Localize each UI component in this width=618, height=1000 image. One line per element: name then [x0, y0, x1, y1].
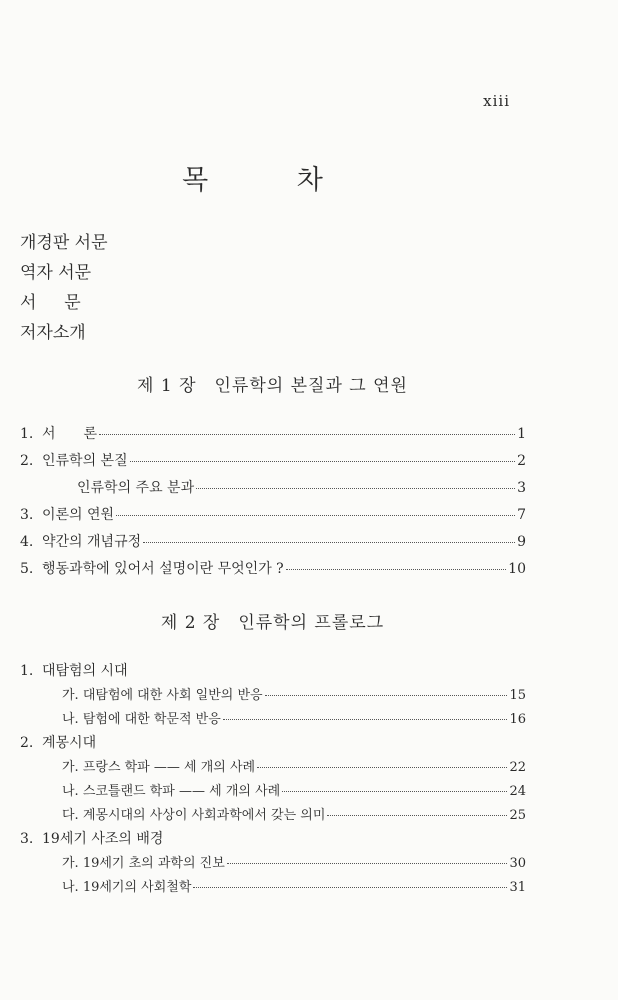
dot-leader [143, 541, 515, 543]
subentry-label: 가. 19세기 초의 과학의 진보 [62, 856, 225, 871]
toc-subentry [20, 684, 526, 708]
subentry-page: 24 [509, 784, 526, 799]
dot-leader [196, 487, 515, 489]
entry-page: 10 [508, 561, 526, 577]
entry-label: 인류학의 본질 [42, 453, 128, 469]
dot-leader [227, 862, 508, 864]
dot-leader [116, 514, 515, 516]
toc-entry [20, 450, 526, 477]
entry-label: 인류학의 주요 분과 [77, 480, 195, 496]
toc-section [20, 828, 526, 852]
section-label: 19세기 사조의 배경 [42, 831, 164, 847]
toc-section [20, 732, 526, 756]
page-number: xiii [483, 92, 510, 110]
chapter-2-entries [20, 660, 526, 900]
subentry-label: 나. 스코틀랜드 학파 —— 세 개의 사례 [62, 784, 281, 799]
dot-leader [327, 814, 507, 816]
section-label: 계몽시대 [42, 735, 97, 751]
front-matter [20, 228, 108, 348]
dot-leader [286, 568, 506, 570]
dot-leader [223, 718, 508, 720]
toc-entry [20, 477, 526, 504]
section-number: 1. [20, 663, 34, 679]
dot-leader [265, 694, 508, 696]
front-matter-item: 서 문 [20, 293, 81, 313]
dot-leader [130, 460, 515, 462]
subentry-page: 15 [509, 688, 526, 703]
entry-page: 2 [517, 453, 526, 469]
subentry-label: 나. 19세기의 사회철학 [62, 880, 192, 895]
subentry-label: 가. 프랑스 학파 —— 세 개의 사례 [62, 760, 256, 775]
toc-subentry [20, 756, 526, 780]
dot-leader [282, 790, 507, 792]
entry-label: 행동과학에 있어서 설명이란 무엇인가 ? [42, 561, 284, 577]
subentry-page: 31 [509, 880, 526, 895]
entry-label: 약간의 개념규정 [42, 534, 142, 550]
entry-page: 1 [517, 426, 526, 442]
chapter-2-heading: 제 2 장 인류학의 프롤로그 [160, 613, 385, 633]
dot-leader [99, 433, 515, 435]
section-number: 2. [20, 735, 34, 751]
entry-number: 5. [20, 561, 34, 577]
entry-label: 이론의 연원 [42, 507, 115, 523]
entry-page: 9 [517, 534, 526, 550]
subentry-page: 16 [509, 712, 526, 727]
section-label: 대탐험의 시대 [42, 663, 128, 679]
chapter-1-entries [20, 423, 526, 585]
entry-number: 1. [20, 426, 34, 442]
subentry-label: 나. 탐험에 대한 학문적 반응 [62, 712, 221, 727]
toc-section [20, 660, 526, 684]
toc-entry [20, 504, 526, 531]
toc-entry [20, 531, 526, 558]
section-number: 3. [20, 831, 34, 847]
subentry-page: 30 [509, 856, 526, 871]
subentry-page: 25 [509, 808, 526, 823]
toc-subentry [20, 780, 526, 804]
dot-leader [257, 766, 507, 768]
front-matter-item: 역자 서문 [20, 263, 92, 283]
entry-number: 2. [20, 453, 34, 469]
entry-number: 3. [20, 507, 34, 523]
chapter-1-heading: 제 1 장 인류학의 본질과 그 연원 [137, 376, 408, 396]
front-matter-item: 저자소개 [20, 323, 86, 343]
subentry-label: 가. 대탐험에 대한 사회 일반의 반응 [62, 688, 263, 703]
entry-label: 서 론 [42, 426, 98, 442]
subentry-label: 다. 계몽시대의 사상이 사회과학에서 갖는 의미 [62, 808, 326, 823]
toc-subentry [20, 804, 526, 828]
toc-entry [20, 558, 526, 585]
entry-page: 7 [517, 507, 526, 523]
entry-page: 3 [517, 480, 526, 496]
toc-entry [20, 423, 526, 450]
front-matter-item: 개경판 서문 [20, 233, 108, 253]
subentry-page: 22 [509, 760, 526, 775]
toc-subentry [20, 852, 526, 876]
dot-leader [193, 886, 507, 888]
toc-subentry [20, 876, 526, 900]
toc-subentry [20, 708, 526, 732]
toc-title: 목 차 [182, 165, 363, 196]
entry-number: 4. [20, 534, 34, 550]
